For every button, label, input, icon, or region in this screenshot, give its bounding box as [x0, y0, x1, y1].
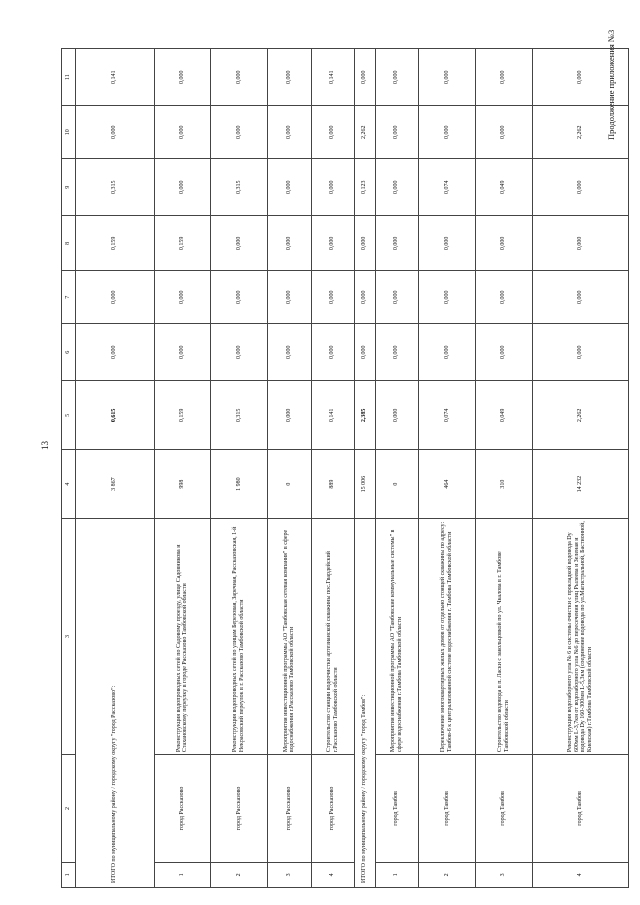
- total-cell: 0,000: [355, 271, 376, 324]
- value-cell: 2,262: [532, 381, 628, 450]
- row-description: Строительство водовода в п. Ласки с закольцовкой по ул. Чкалова в г. Тамбове Тамбовской области: [475, 518, 532, 754]
- row-place: город Рассказово: [211, 755, 268, 863]
- value-cell: 0,000: [532, 49, 628, 106]
- total-label: ИТОГО по муниципальному району / городскому округу "город Тамбов":: [355, 518, 376, 887]
- value-cell: 0,000: [419, 324, 476, 381]
- value-cell: 0,000: [154, 271, 211, 324]
- total-cell: 2,262: [355, 106, 376, 159]
- total-label: ИТОГО по муниципальному району / городскому округу "город Рассказово":: [76, 518, 155, 887]
- value-cell: 0,000: [154, 159, 211, 216]
- row-place: город Тамбов: [475, 755, 532, 863]
- header-cell: 6: [62, 324, 76, 381]
- header-cell: 4: [62, 450, 76, 519]
- row-place: город Тамбов: [419, 755, 476, 863]
- value-cell: 0,000: [311, 216, 354, 271]
- header-cell: 5: [62, 381, 76, 450]
- value-cell: 0,000: [532, 216, 628, 271]
- value-cell: 998: [154, 450, 211, 519]
- value-cell: 0: [268, 450, 311, 519]
- row-description: Реконструкция водопроводных сетей по Садовому проезду, улице Садовникова и Стахановскому переулку в городе Рассказово Тамбовской области: [154, 518, 211, 754]
- row-place: город Тамбов: [375, 755, 418, 863]
- header-cell: 9: [62, 159, 76, 216]
- total-cell: 0,123: [355, 159, 376, 216]
- value-cell: 0,000: [532, 271, 628, 324]
- row-place: город Рассказово: [311, 755, 354, 863]
- value-cell: 0,000: [311, 324, 354, 381]
- row-description: Мероприятия инвестиционной программы АО "Тамбовская сетевая компания" в сфере водоснабжения г.Рассказово Тамбовской области: [268, 518, 311, 754]
- value-cell: 0,000: [532, 159, 628, 216]
- table-row: [311, 49, 354, 888]
- value-cell: 0,315: [211, 381, 268, 450]
- value-cell: 0,000: [419, 271, 476, 324]
- total-cell: 0,000: [76, 324, 155, 381]
- value-cell: 0,000: [375, 216, 418, 271]
- value-cell: 14 232: [532, 450, 628, 519]
- value-cell: 0,315: [211, 159, 268, 216]
- value-cell: 0,000: [268, 159, 311, 216]
- row-place: город Тамбов: [532, 755, 628, 863]
- total-row-tambov: [355, 49, 376, 888]
- value-cell: 0,000: [532, 324, 628, 381]
- value-cell: 0,159: [154, 216, 211, 271]
- row-description: Реконструкция водопроводных сетей по улицам Березовая, Заречная, Рассказовская, 1-й Некрасовский переулок в г. Рассказово Тамбовской области: [211, 518, 268, 754]
- value-cell: 0,000: [419, 49, 476, 106]
- value-cell: 0,000: [375, 271, 418, 324]
- table-row: [375, 49, 418, 888]
- row-number: 2: [419, 862, 476, 887]
- row-number: 1: [154, 862, 211, 887]
- value-cell: 0,000: [375, 49, 418, 106]
- row-number: 2: [211, 862, 268, 887]
- row-number: 3: [268, 862, 311, 887]
- row-description: Мероприятия инвестиционной программы АО "Тамбовские коммунальные системы" в сфере водоснабжения г.Тамбова Тамбовской области: [375, 518, 418, 754]
- row-number: 4: [532, 862, 628, 887]
- value-cell: 0,000: [268, 106, 311, 159]
- value-cell: 0,000: [211, 324, 268, 381]
- table-row: [154, 49, 211, 888]
- value-cell: 0,000: [475, 271, 532, 324]
- table-row: [268, 49, 311, 888]
- value-cell: 0,000: [154, 324, 211, 381]
- total-cell: 0,615: [76, 381, 155, 450]
- header-cell: 1: [62, 862, 76, 887]
- total-cell: 0,141: [76, 49, 155, 106]
- value-cell: 0,000: [475, 49, 532, 106]
- value-cell: 0: [375, 450, 418, 519]
- header-cell: 11: [62, 49, 76, 106]
- page-number: 13: [40, 441, 50, 450]
- total-cell: 0,000: [76, 271, 155, 324]
- value-cell: 0,000: [268, 324, 311, 381]
- value-cell: 0,000: [311, 106, 354, 159]
- value-cell: 0,000: [375, 106, 418, 159]
- row-number: 4: [311, 862, 354, 887]
- value-cell: 0,049: [475, 159, 532, 216]
- value-cell: 0,000: [211, 49, 268, 106]
- header-cell: 8: [62, 216, 76, 271]
- table-row: [419, 49, 476, 888]
- row-description: Строительство станции водоочистки артезианской скважины пос.Гвардейский г.Рассказово Тамбовской области: [311, 518, 354, 754]
- appendix-continuation-note: Продолжение приложения №3: [606, 29, 616, 140]
- value-cell: 0,141: [311, 381, 354, 450]
- total-cell: 3 867: [76, 450, 155, 519]
- table-row: [211, 49, 268, 888]
- row-number: 1: [375, 862, 418, 887]
- value-cell: 0,000: [311, 271, 354, 324]
- row-number: 3: [475, 862, 532, 887]
- value-cell: 0,074: [419, 381, 476, 450]
- value-cell: 0,000: [268, 271, 311, 324]
- value-cell: 0,074: [419, 159, 476, 216]
- header-row: [62, 49, 76, 888]
- value-cell: 310: [475, 450, 532, 519]
- total-cell: 0,000: [76, 106, 155, 159]
- value-cell: 0,000: [375, 159, 418, 216]
- value-cell: 2,262: [532, 106, 628, 159]
- value-cell: 0,000: [475, 216, 532, 271]
- value-cell: 0,000: [211, 216, 268, 271]
- value-cell: 0,000: [154, 49, 211, 106]
- value-cell: 0,000: [475, 106, 532, 159]
- total-row-rasskazovo: [76, 49, 155, 888]
- header-cell: 2: [62, 755, 76, 863]
- value-cell: 0,000: [419, 216, 476, 271]
- value-cell: 0,000: [268, 216, 311, 271]
- value-cell: 0,159: [154, 381, 211, 450]
- total-cell: 15 006: [355, 450, 376, 519]
- value-cell: 0,141: [311, 49, 354, 106]
- table-row: [532, 49, 628, 888]
- header-cell: 10: [62, 106, 76, 159]
- value-cell: 0,000: [211, 106, 268, 159]
- value-cell: 0,000: [375, 324, 418, 381]
- total-cell: 0,000: [355, 216, 376, 271]
- value-cell: 0,000: [268, 381, 311, 450]
- table-row: [475, 49, 532, 888]
- value-cell: 0,000: [268, 49, 311, 106]
- value-cell: 0,000: [154, 106, 211, 159]
- total-cell: 0,315: [76, 159, 155, 216]
- value-cell: 889: [311, 450, 354, 519]
- row-place: город Рассказово: [154, 755, 211, 863]
- total-cell: 0,000: [355, 324, 376, 381]
- header-cell: 7: [62, 271, 76, 324]
- data-table: [61, 48, 629, 888]
- value-cell: 0,000: [311, 159, 354, 216]
- row-description: Реконструкция водозаборного узла № 6 и системы очистки с прокладкой водовода Dy 600мм L-3,7км от водозаборного узла №6 до пересечения улиц Рылеева и Зеленая и водовода Dy 160-300мм L-5,3км (соединение водовода по ул.Магистральной, Бастионной, Киевская) г.Тамбова Тамбовской области: [532, 518, 628, 754]
- header-cell: 3: [62, 518, 76, 754]
- total-cell: 2,385: [355, 381, 376, 450]
- rotated-table-container: [61, 48, 629, 888]
- row-description: Переключение многоквартирных жилых домов от отдельно стоящей скважины по адресу: Тамбов-6 к централизованной системе водоснабжения г. Тамбова Тамбовской области: [419, 518, 476, 754]
- value-cell: 1 980: [211, 450, 268, 519]
- value-cell: 0,000: [475, 324, 532, 381]
- value-cell: 0,000: [419, 106, 476, 159]
- total-cell: 0,000: [355, 49, 376, 106]
- value-cell: 0,000: [375, 381, 418, 450]
- row-place: город Рассказово: [268, 755, 311, 863]
- total-cell: 0,159: [76, 216, 155, 271]
- value-cell: 0,000: [211, 271, 268, 324]
- value-cell: 464: [419, 450, 476, 519]
- value-cell: 0,049: [475, 381, 532, 450]
